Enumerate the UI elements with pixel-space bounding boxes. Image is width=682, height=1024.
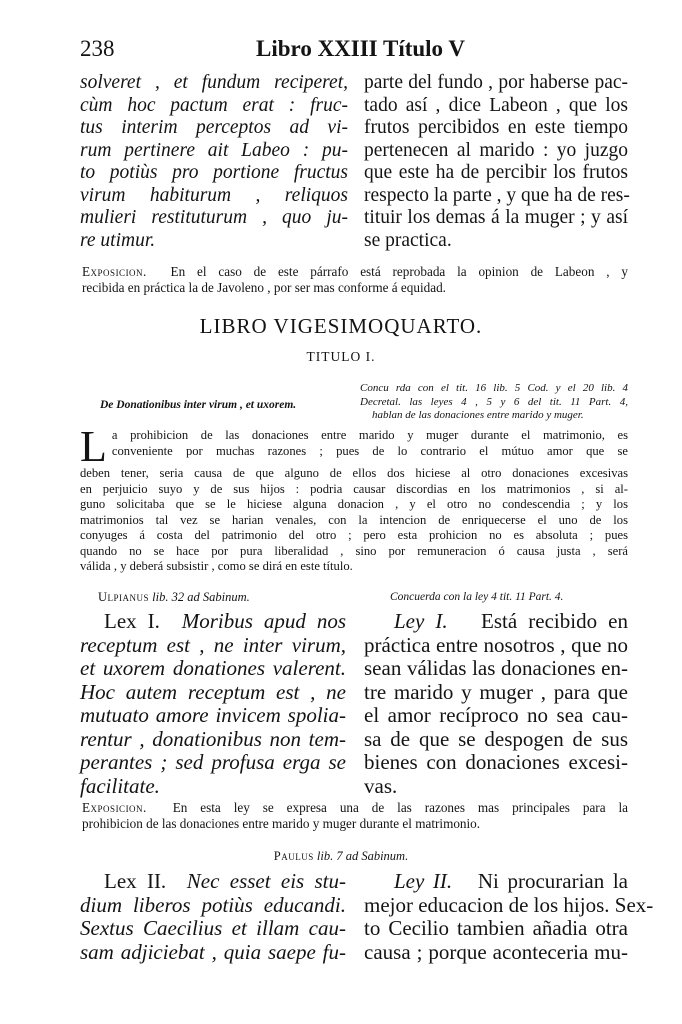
- latin-line: rentur , donationibus non tem-: [80, 726, 346, 751]
- lex1-source: [98, 590, 338, 605]
- latin-line: facilitate.: [80, 773, 160, 798]
- lex2-source: [0, 849, 682, 864]
- intro-line: quando no se hace por pura liberalidad , sino por remuneracion ó causa justa , será: [80, 543, 628, 558]
- spanish-text: Está recibido en: [481, 609, 628, 633]
- latin-line: Sextus Caecilius et illam cau-: [80, 916, 346, 940]
- spanish-line: práctica entre nosotros , que no: [364, 632, 628, 657]
- latin-line: rum pertinere ait Labeo : pu-: [80, 139, 348, 161]
- latin-line: dium liberos potiùs educandi.: [80, 892, 346, 917]
- latin-line: virum habiturum , reliquos: [80, 184, 348, 206]
- intro-line: conveniente por muchas razones ; pues de lo contrario el mútuo amor que se: [111, 443, 628, 458]
- lex2-latin-column: [80, 870, 346, 964]
- lex2-spanish-column: [364, 869, 654, 964]
- spanish-line: sean válidas las donaciones en-: [364, 656, 628, 680]
- latin-line: perantes ; sed profusa erga se: [80, 750, 346, 774]
- exposicion-line: [82, 800, 628, 816]
- latin-text: Moribus apud nos: [181, 609, 346, 633]
- law-heading: Ley II.: [394, 869, 453, 893]
- page-header: [70, 34, 630, 64]
- intro-line: válida , y deberá subsistir , como se dirá en este título.: [80, 559, 353, 573]
- spanish-line: que este ha de percibir los frutos: [364, 162, 628, 183]
- exposicion-note: [82, 800, 628, 832]
- top-latin-column: [80, 72, 348, 252]
- concordance-note: [360, 382, 628, 423]
- spanish-line: tre marido y muger , para que: [364, 679, 628, 704]
- spanish-line: se practica.: [364, 229, 452, 251]
- spanish-line: respecto la parte , y que ha de res-: [364, 184, 630, 206]
- latin-line: mutuato amore invicem spolia-: [80, 703, 346, 727]
- spanish-line: tado así , dice Labeon , que los: [364, 94, 628, 116]
- spanish-line: pertenecen al marido : yo juzgo: [364, 139, 628, 161]
- law-heading: Lex II.: [104, 869, 167, 893]
- running-head: Libro XXIII Título V: [256, 36, 465, 61]
- lex1-spanish-column: [364, 610, 628, 798]
- latin-line: mulieri restituturum , quo ju-: [80, 207, 348, 228]
- exposicion-line: recibida en práctica la de Javoleno , por ser mas conforme á equidad.: [82, 280, 446, 295]
- source-author: Paulus: [273, 849, 314, 863]
- exposicion-label: Exposicion.: [82, 800, 147, 815]
- law-heading: Lex I.: [104, 609, 160, 633]
- spanish-line: parte del fundo , por haberse pac-: [364, 72, 628, 93]
- page-number: 238: [80, 36, 115, 61]
- latin-line: [80, 870, 346, 894]
- top-spanish-column: [364, 72, 628, 252]
- intro-line: en perjuicio suyo y de sus hijos : podria causar discordias en los matrimonios , si al-: [80, 481, 628, 496]
- exposicion-label: Exposicion.: [82, 264, 147, 279]
- exposicion-line: prohibicion de las donaciones entre marido y muger durante el matrimonio.: [82, 816, 481, 831]
- exposicion-line: [82, 264, 628, 280]
- source-reference: lib. 7 ad Sabinum.: [316, 849, 409, 863]
- latin-line: Hoc autem receptum est , ne: [80, 679, 346, 704]
- intro-paragraph: [80, 422, 628, 575]
- spanish-line: to Cecilio tambien añadia otra: [364, 916, 628, 940]
- latin-line: re utimur.: [80, 229, 156, 251]
- latin-line: cùm hoc pactum erat : fruc-: [80, 94, 348, 116]
- latin-line: solveret , et fundum reciperet,: [80, 72, 348, 93]
- exposicion-text: En esta ley se expresa una de las razones mas principales para la: [172, 800, 628, 815]
- spanish-line: causa ; porque aconteceria mu-: [364, 939, 628, 964]
- spanish-line: vas.: [364, 773, 398, 798]
- spanish-line: [364, 610, 628, 634]
- title-rubric: De Donationibus inter virum , et uxorem.: [100, 399, 297, 411]
- intro-line: a prohibicion de las donaciones entre marido y muger durante el matrimonio, es: [111, 428, 628, 442]
- exposicion-text: En el caso de este párrafo está reprobada la opinion de Labeon , y: [170, 264, 628, 279]
- source-author: Ulpianus: [98, 590, 150, 604]
- intro-line: conyuges á costa del patrimonio del otro ; pero esta prohicion no es absoluta ; pues: [80, 528, 628, 542]
- spanish-line: mejor educacion de los hijos. Sex-: [364, 892, 654, 917]
- intro-line: guno solicitaba que se le hiciese alguna donacion , y el otro no condescendia ; y los: [80, 497, 628, 511]
- latin-text: Nec esset eis stu-: [186, 869, 347, 893]
- spanish-line: [364, 870, 628, 894]
- latin-line: tus interim perceptos ad vi-: [80, 117, 348, 138]
- latin-line: [80, 610, 346, 634]
- lex1-latin-column: [80, 610, 346, 798]
- spanish-line: el amor recíproco no sea cau-: [364, 703, 628, 727]
- spanish-line: bienes con donaciones excesi-: [364, 750, 628, 774]
- latin-line: receptum est , ne inter virum,: [80, 632, 346, 657]
- book-title: LIBRO VIGESIMOQUARTO.: [199, 314, 483, 338]
- drop-cap: L: [80, 422, 107, 471]
- spanish-text: Ni procurarian la: [477, 869, 628, 893]
- latin-line: to potiùs pro portione fructus: [80, 162, 348, 183]
- lex1-concordance: Concuerda con la ley 4 tit. 11 Part. 4.: [390, 591, 564, 603]
- spanish-line: frutos percibidos en este tiempo: [364, 117, 628, 138]
- spanish-line: sa de que se despogen de sus: [364, 726, 628, 751]
- intro-line: deben tener, seria causa de que alguno de ellos dos hiciese al otro donaciones excesivas: [80, 466, 628, 480]
- latin-line: sam adjiciebat , quia saepe fu-: [80, 939, 346, 964]
- spanish-line: tituir los demas á la muger ; y así: [364, 207, 628, 228]
- concordance-line: hablan de las donaciones entre marido y muger.: [372, 409, 584, 421]
- concordance-line: Decretal. las leyes 4 , 5 y 6 del tit. 11 Part. 4,: [360, 395, 628, 408]
- source-reference: lib. 32 ad Sabinum.: [152, 590, 250, 604]
- titulo-heading: TITULO I.: [306, 349, 376, 364]
- law-heading: Ley I.: [394, 609, 448, 633]
- concordance-line: Concu rda con el tit. 16 lib. 5 Cod. y el 20 lib. 4: [360, 382, 628, 394]
- intro-line: matrimonios tal vez se harian venales, con la intencion de enriquecerse el uno de los: [80, 512, 628, 527]
- exposicion-note: [82, 264, 628, 296]
- latin-line: et uxorem donationes valerent.: [80, 656, 346, 680]
